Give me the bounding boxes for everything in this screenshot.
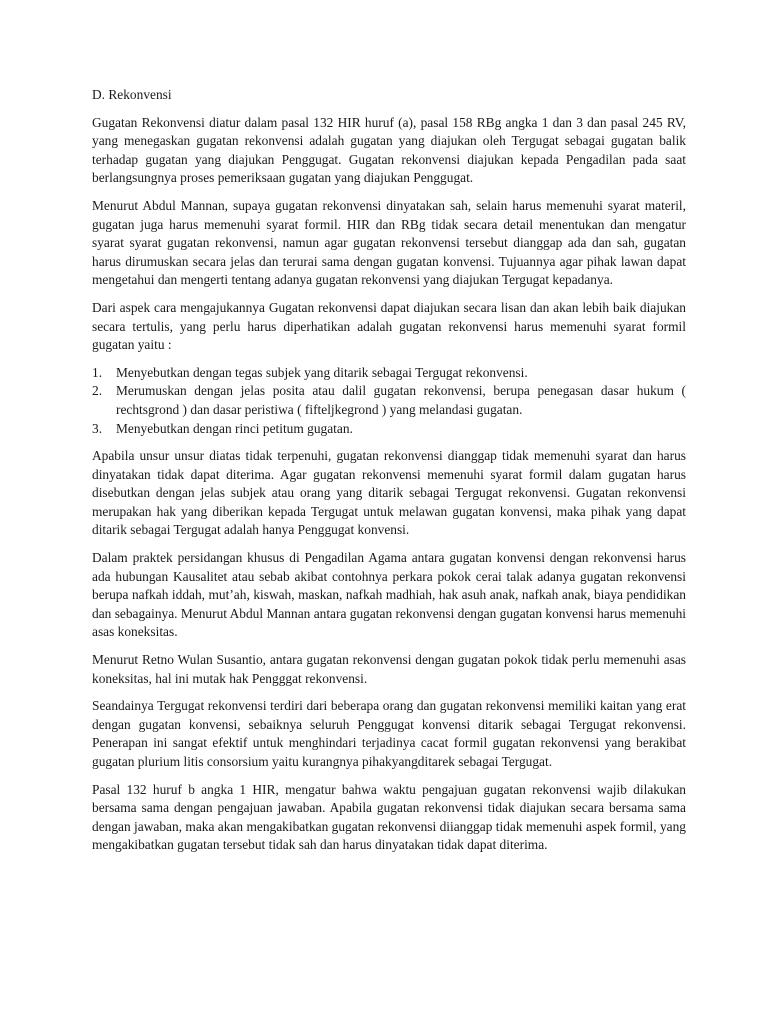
paragraph-seandainya: Seandainya Tergugat rekonvensi terdiri dari beberapa orang dan gugatan rekonvensi memiliki kaitan yang erat dengan gugatan konvensi, sebaiknya seluruh Penggugat konvensi ditarik sebagai Tergugat rekonvensi. Penerapan ini sangat efektif untuk menghindari terjadinya cacat formil gugatan rekonvensi yang berakibat gugatan plurium litis consorsium yaitu kurangnya pihakyangditarek sebagai Tergugat. [92,698,686,769]
syarat-formil-list [92,364,686,438]
document-page [92,86,686,864]
list-item-text: Menyebutkan dengan tegas subjek yang ditarik sebagai Tergugat rekonvensi. [116,364,528,380]
list-item-number: 1. [92,364,103,380]
paragraph-cara-mengajukan: Dari aspek cara mengajukannya Gugatan rekonvensi dapat diajukan secara lisan dan akan lebih baik diajukan secara tertulis, yang perlu harus diperhatikan adalah gugatan rekonvensi harus memenuhi syarat formil gugatan yaitu : [92,299,686,353]
paragraph-apabila: Apabila unsur unsur diatas tidak terpenuhi, gugatan rekonvensi dianggap tidak memenuhi syarat dan harus dinyatakan tidak dapat diterima. Agar gugatan rekonvensi memenuhi syarat formil dalam gugatan harus disebutkan dengan jelas subjek atau orang yang ditarik sebagai Tergugat rekonvensi. Gugatan rekonvensi merupakan hak yang diberikan kepada Tergugat untuk melawan gugatan konvensi, maka pihak yang dapat ditarik sebagai Tergugat adalah hanya Penggugat konvensi. [92,448,686,538]
list-item-text: Menyebutkan dengan rinci petitum gugatan. [116,420,353,436]
list-item [92,364,686,383]
section-heading: D. Rekonvensi [92,87,172,102]
paragraph-intro: Gugatan Rekonvensi diatur dalam pasal 132 HIR huruf (a), pasal 158 RBg angka 1 dan 3 dan pasal 245 RV, yang menegaskan gugatan rekonvensi adalah gugatan yang diajukan oleh Tergugat sebagai gugatan balik terhadap gugatan yang diajukan Penggugat. Gugatan rekonvensi diajukan kepada Pengadilan pada saat berlangsungnya proses pemeriksaan gugatan yang diajukan Penggugat. [92,114,686,186]
list-item [92,420,686,439]
list-item-text: Merumuskan dengan jelas posita atau dalil gugatan rekonvensi, berupa penegasan dasar hukum ( rechtsgrond ) dan dasar peristiwa ( fifteljkegrond ) yang melandasi gugatan. [116,383,686,417]
list-item [92,382,686,419]
paragraph-retno-wulan: Menurut Retno Wulan Susantio, antara gugatan rekonvensi dengan gugatan pokok tidak perlu memenuhi asas koneksitas, hal ini mutak hak Pengggat rekonvensi. [92,652,686,686]
list-item-number: 2. [92,383,103,399]
list-item-number: 3. [92,420,103,436]
paragraph-pasal-132: Pasal 132 huruf b angka 1 HIR, mengatur bahwa waktu pengajuan gugatan rekonvensi wajib dilakukan bersama sama dengan pengajuan jawaban. Apabila gugatan rekonvensi tidak diajukan secara bersama sama dengan jawaban, maka akan mengakibatkan gugatan rekonvensi diianggap tidak memenuhi aspek formil, yang mengakibatkan gugatan tersebut tidak sah dan harus dinyatakan tidak dapat diterima. [92,781,686,853]
paragraph-abdul-mannan: Menurut Abdul Mannan, supaya gugatan rekonvensi dinyatakan sah, selain harus memenuhi syarat materil, gugatan juga harus memenuhi syarat formil. HIR dan RBg tidak secara detail menentukan dan mengatur syarat syarat gugatan rekonvensi, namun agar gugatan rekonvensi tersebut dianggap ada dan sah, gugatan harus dirumuskan secara jelas dan terurai sama dengan gugatan konvensi. Tujuannya agar pihak lawan dapat mengetahui dan mengerti tentang adanya gugatan rekonvensi yang diajukan Tergugat kepadanya. [92,197,686,288]
paragraph-dalam-praktek: Dalam praktek persidangan khusus di Pengadilan Agama antara gugatan konvensi dengan rekonvensi harus ada hubungan Kausalitet atau sebab akibat contohnya perkara pokok cerai talak adanya gugatan rekonvensi berupa nafkah iddah, mut’ah, kiswah, maskan, nafkah madhiah, hak asuh anak, nafkah anak, biaya pendidikan dan sebagainya. Menurut Abdul Mannan antara gugatan rekonvensi dengan gugatan konvensi harus memenuhi asas koneksitas. [92,550,686,640]
